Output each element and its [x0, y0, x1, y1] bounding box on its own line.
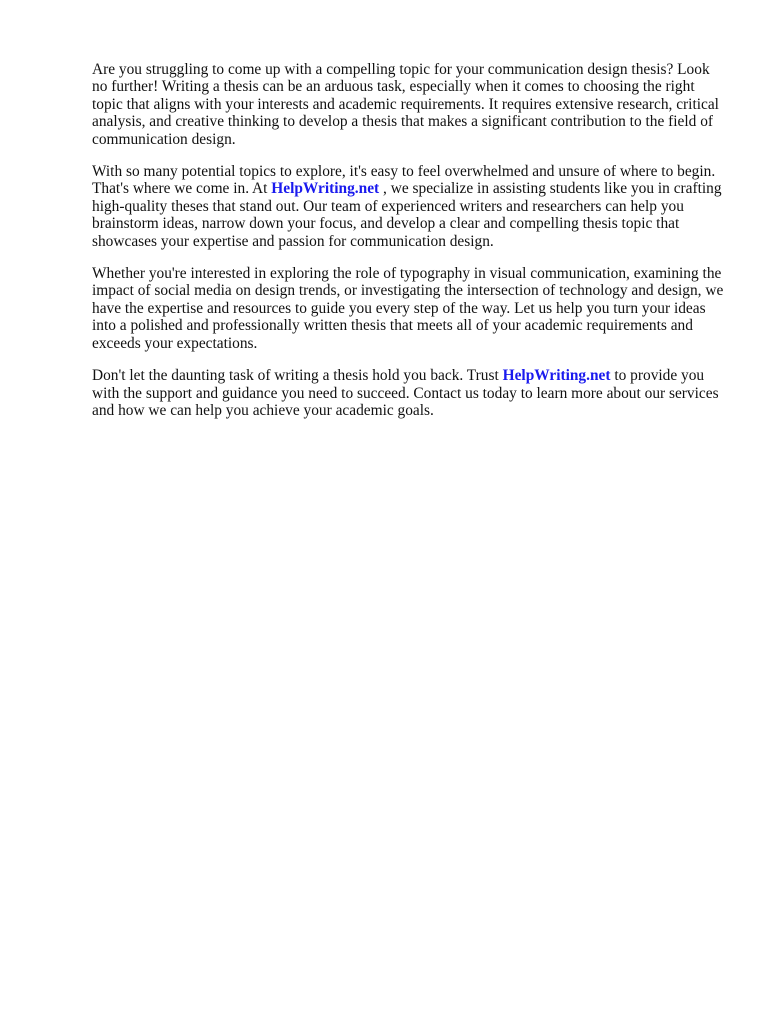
document-body: [92, 61, 728, 434]
helpwriting-link[interactable]: HelpWriting.net: [502, 367, 611, 385]
paragraph-expertise: Whether you're interested in exploring the role of typography in visual communication, examining the impact of social media on design trends, or investigating the intersection of technology and design, we have the expertise and resources to guide you every step of the way. Let us help you turn your ideas into a polished and professionally written thesis that meets all of your academic requirements and exceeds your expectations.: [92, 265, 724, 352]
paragraph-helpwriting-intro: [92, 163, 728, 250]
helpwriting-link[interactable]: HelpWriting.net: [271, 180, 380, 198]
paragraph-text-before-link: With so many potential topics to explore, it's easy to feel overwhelmed and unsure of where to begin. That's where we come in. At: [92, 163, 716, 198]
paragraph-text-before-link: Don't let the daunting task of writing a thesis hold you back. Trust: [92, 367, 499, 385]
paragraph-call-to-action: [92, 367, 728, 419]
paragraph-intro: Are you struggling to come up with a compelling topic for your communication design thesis? Look no further! Writing a thesis can be an arduous task, especially when it comes to choosing the right topic that aligns with your interests and academic requirements. It requires extensive research, critical analysis, and creative thinking to develop a thesis that makes a significant contribution to the field of communication design.: [92, 61, 719, 148]
paragraph-text-after-link: to provide you with the support and guidance you need to succeed. Contact us today to learn more about our services and how we can help you achieve your academic goals.: [92, 367, 719, 419]
paragraph-text-after-link: , we specialize in assisting students like you in crafting high-quality theses that stand out. Our team of experienced writers and researchers can help you brainstorm ideas, narrow down your focus, and develop a clear and compelling thesis topic that showcases your expertise and passion for communication design.: [92, 180, 722, 250]
